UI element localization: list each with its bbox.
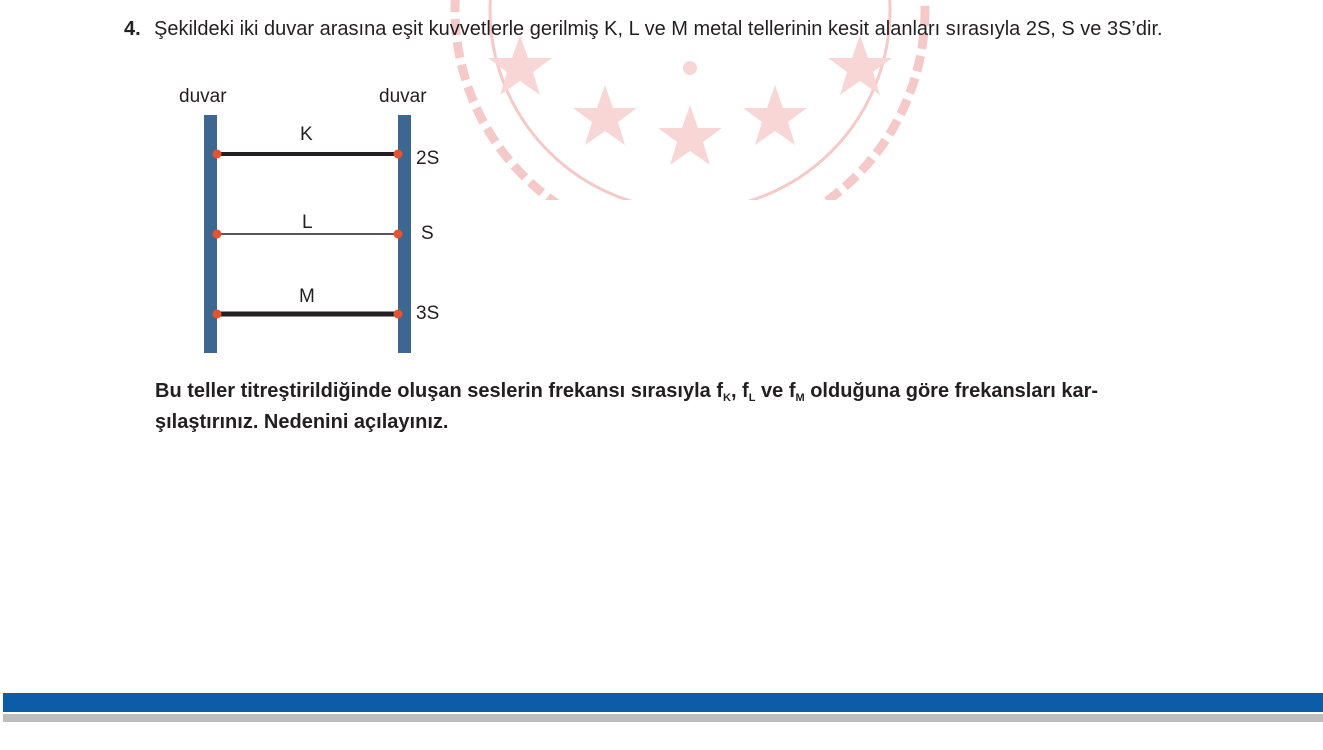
prompt-sep1: , f <box>730 380 749 402</box>
wire-m-area: 3S <box>416 303 440 324</box>
question <box>124 14 1214 45</box>
question-text: Şekildeki iki duvar arasına eşit kuvvetlerle gerilmiş K, L ve M metal tellerinin kesit alanları sırasıyla 2S, S ve 3S’dir. <box>154 18 1163 40</box>
wire-k-left-anchor <box>213 150 222 159</box>
prompt-sub-k: K <box>722 392 731 404</box>
wire-k-label: K <box>300 124 313 145</box>
question-number: 4. <box>124 18 141 40</box>
prompt-part3: şılaştırınız. Nedenini açılayınız. <box>155 411 449 433</box>
question-prompt <box>155 376 1215 438</box>
wire-m-right-anchor <box>394 310 403 319</box>
wire-l-label: L <box>302 212 313 233</box>
wire-m-label: M <box>299 286 315 307</box>
prompt-part2: olduğuna göre frekansları kar- <box>804 380 1099 402</box>
wire-k-area: 2S <box>416 148 440 169</box>
wire-m-left-anchor <box>213 310 222 319</box>
wire-l-left-anchor <box>213 230 222 239</box>
footer-gray-bar <box>3 714 1323 722</box>
footer-blue-bar <box>3 693 1323 712</box>
right-wall-label: duvar <box>379 86 427 107</box>
wire-diagram <box>160 78 460 358</box>
prompt-sep2: ve f <box>755 380 796 402</box>
wire-l-area: S <box>421 223 434 244</box>
left-wall-label: duvar <box>179 86 227 107</box>
prompt-sub-m: M <box>795 392 805 404</box>
prompt-sub-l: L <box>748 392 756 404</box>
wire-k-right-anchor <box>394 150 403 159</box>
prompt-part1: Bu teller titreştirildiğinde oluşan seslerin frekansı sırasıyla f <box>155 380 723 402</box>
wire-l-right-anchor <box>394 230 403 239</box>
